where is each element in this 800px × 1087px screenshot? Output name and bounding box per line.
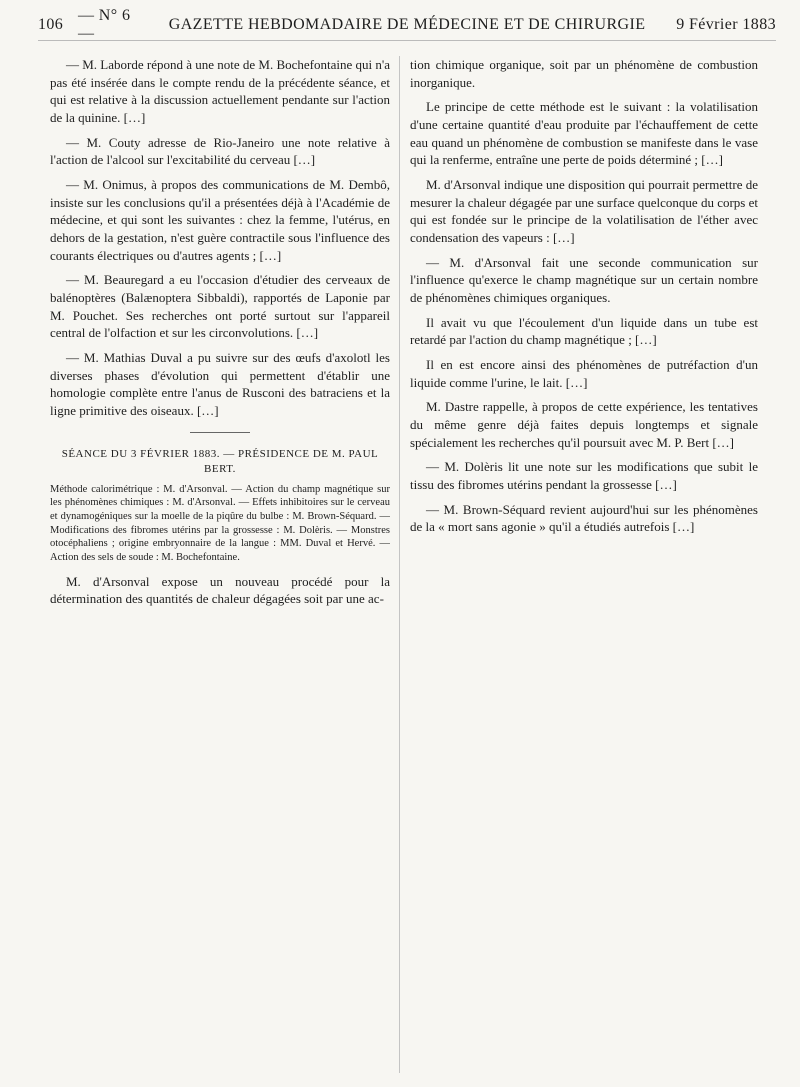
paragraph-arsonval-continued: tion chimique organique, soit par un phénomène de combustion inorganique. [410, 57, 758, 90]
paragraph-putrefaction: Il en est encore ainsi des phénomènes de putréfaction d'un liquide comme l'urine, le lait. […] [410, 357, 758, 390]
journal-title: GAZETTE HEBDOMADAIRE DE MÉDECINE ET DE CHIRURGIE [168, 16, 646, 33]
paragraph-onimus: — M. Onimus, à propos des communications de M. Dembô, insiste sur les conclusions qu'il a présentées déjà à l'Académie de médecine, et qui sont les suivantes : chez la femme, l'utérus, en dehors de la gestation, n'est guère contractile sous l'influence des courants électriques ou d'autres agents ; […] [50, 177, 390, 263]
section-rule [190, 432, 250, 433]
paragraph-arsonval-intro: M. d'Arsonval expose un nouveau procédé pour la détermination des quantités de chaleur dégagées soit par une ac- [50, 573, 390, 607]
seance-summary: Méthode calorimétrique : M. d'Arsonval. — Action du champ magnétique sur les phénomènes chimiques : M. d'Arsonval. — Effets inhibitoires sur le cerveau et dynamogéniques sur la moelle de la piqûre du bulbe : M. Brown-Séquard. — Modifications des fibromes utérins par la grossesse : M. Dolèris. — Monstres otocéphaliens ; origine embryonnaire de la langue : MM. Duval et Hervé. — Action des sels de soude : M. Bochefontaine. [50, 483, 390, 563]
paragraph-magnetic-field: — M. d'Arsonval fait une seconde communication sur l'influence qu'exerce le champ magnétique sur un certain nombre de phénomènes chimiques organiques. [410, 254, 758, 306]
left-column [50, 56, 390, 1075]
seance-heading: SÉANCE DU 3 FÉVRIER 1883. — PRÉSIDENCE DE M. PAUL BERT. [61, 447, 379, 475]
paragraph-surface-heat: M. d'Arsonval indique une disposition qui pourrait permettre de mesurer la chaleur dégagée par une surface quelconque du corps et qui est fondée sur le principe de la volatilisation de l'éther avec condensation des vapeurs : […] [410, 177, 758, 246]
paragraph-liquid-flow: Il avait vu que l'écoulement d'un liquide dans un tube est retardé par l'action du champ magnétique ; […] [410, 314, 758, 348]
paragraph-beauregard: — M. Beauregard a eu l'occasion d'étudier des cerveaux de balénoptères (Balænoptera Sibbaldi), rapportés de Laponie par M. Pouchet. Ses recherches ont porté surtout sur l'appareil central de l'olfaction et sur les circonvolutions. […] [50, 272, 390, 341]
running-header [38, 7, 776, 42]
paragraph-method-principle: Le principe de cette méthode est le suivant : la volatilisation d'une certaine quantité d'eau produite par l'échauffement de cette eau quand un phénomène de combustion se manifeste dans le vase qui la renferme, entraîne une perte de poids déterminé ; […] [410, 99, 758, 168]
page-number: 106 [38, 16, 64, 33]
issue-date: 9 Février 1883 [676, 16, 776, 33]
issue-number: — N° 6 — [78, 7, 131, 42]
column-divider [399, 56, 400, 1073]
paragraph-dastre: M. Dastre rappelle, à propos de cette expérience, les tentatives du même genre déjà faites depuis longtemps et signale spécialement les recherches qu'il poursuit avec M. P. Bert […] [410, 399, 758, 450]
right-column [410, 56, 758, 1075]
paragraph-doleris: — M. Dolèris lit une note sur les modifications que subit le tissu des fibromes utérins pendant la grossesse […] [410, 459, 758, 493]
paragraph-mathias-duval: — M. Mathias Duval a pu suivre sur des œufs d'axolotl les diverses phases d'évolution qui permettent d'établir une homologie complète entre l'anus de Rusconi des batraciens et la ligne primitive des oiseaux. […] [50, 350, 390, 419]
paragraph-brown-sequard: — M. Brown-Séquard revient aujourd'hui sur les phénomènes de la « mort sans agonie » qu'il a étudiés autrefois […] [410, 501, 758, 535]
paragraph-couty: — M. Couty adresse de Rio-Janeiro une note relative à l'action de l'alcool sur l'excitabilité du cerveau […] [50, 134, 390, 168]
paragraph-laborde: — M. Laborde répond à une note de M. Bochefontaine qui n'a pas été insérée dans le compte rendu de la précédente séance, et qui est relative à la discussion actuellement pendante sur l'action de la quinine. […] [50, 57, 390, 126]
